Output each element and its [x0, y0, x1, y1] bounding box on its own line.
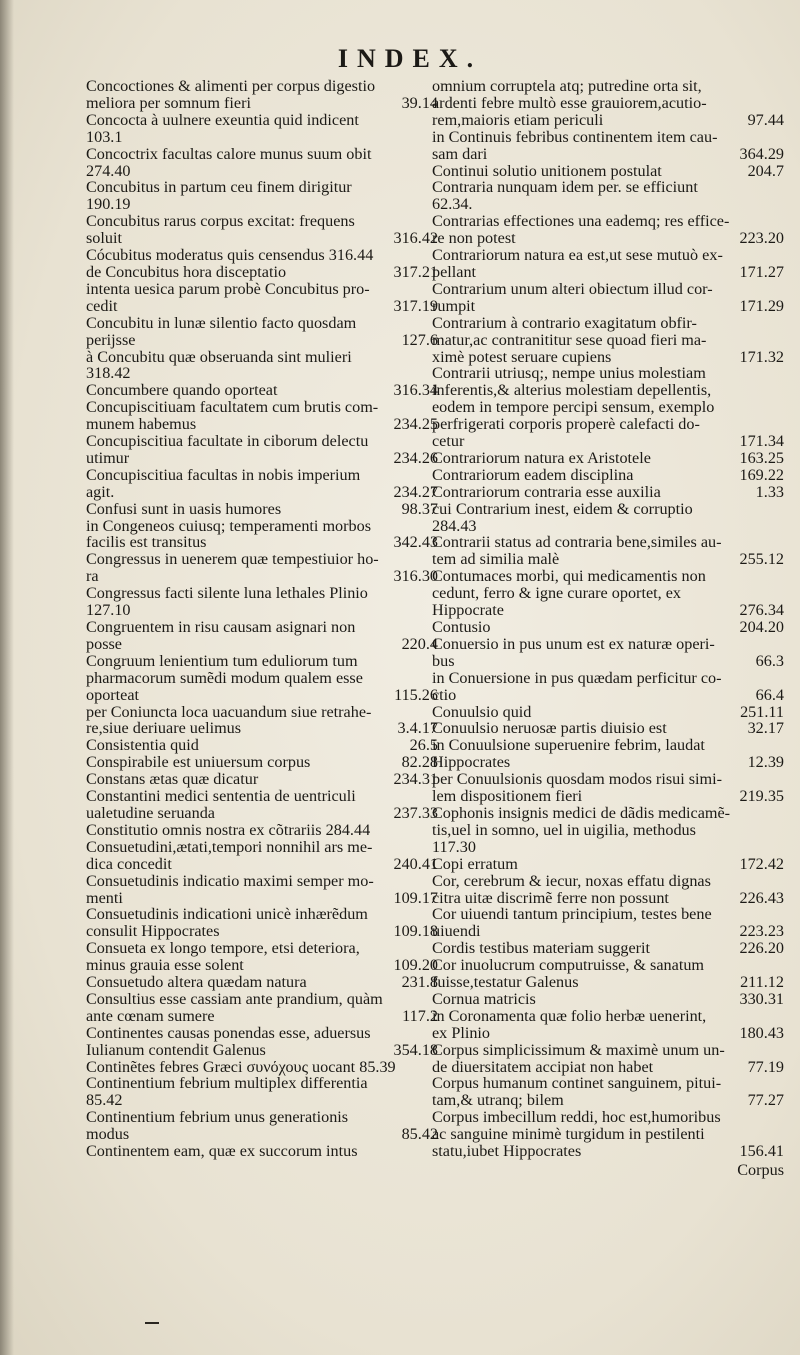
page-reference: 77.27: [747, 1091, 784, 1110]
index-entry: [432, 805, 784, 856]
page-reference: 115.26: [394, 685, 438, 704]
index-entry: [86, 551, 438, 585]
page-reference: 169.22: [739, 465, 784, 484]
page-reference: 97.44: [747, 110, 784, 129]
page-reference: 316.34: [393, 381, 438, 400]
entry-line: cedunt, ferro & igne curare oportet, ex: [432, 584, 681, 603]
page-reference: 171.34: [739, 432, 784, 451]
index-entry: [86, 991, 438, 1025]
entry-line: 204.20 Contusio: [432, 618, 784, 636]
index-entry: [432, 179, 784, 213]
entry-line: intenta uesica parum probè Concubitus pro-: [86, 279, 370, 298]
entry-line: cui Contrarium inest, eidem & corruptio: [432, 499, 693, 518]
entry-line: 223.23 uiuendi: [432, 922, 784, 941]
index-entry: [86, 822, 438, 839]
entry-line: 274.40: [86, 161, 131, 180]
page-reference: 237.33: [393, 803, 438, 822]
page-reference: 3.4.17: [397, 719, 438, 738]
index-entry: [86, 1109, 438, 1143]
entry-line: 317.19 cedit: [86, 296, 438, 315]
index-entry: [86, 1059, 438, 1076]
page-reference: 172.42: [739, 854, 784, 873]
entry-line: Continentes causas ponendas esse, aduersus: [86, 1023, 371, 1042]
page-reference: 163.25: [739, 448, 784, 467]
entry-line: 85.42 modus: [86, 1125, 438, 1144]
entry-line: 318.42: [86, 364, 131, 383]
entry-line: à Concubitu quæ obseruanda sint mulieri: [86, 347, 352, 366]
page-reference: 223.20: [739, 229, 784, 248]
entry-line: Concoctrix facultas calore munus suum obit: [86, 144, 372, 163]
page-reference: 127.6: [401, 330, 438, 349]
entry-line: Concupiscitiua facultate in ciborum delectu: [86, 432, 369, 451]
index-entry: [86, 704, 438, 738]
entry-line: 39.14 meliora per somnum fieri: [86, 93, 438, 112]
entry-line: 156.41 statu,iubet Hippocrates: [432, 1142, 784, 1161]
entry-line: 109.17 menti: [86, 888, 438, 907]
entry-line: in Continuis febribus continentem item cau-: [432, 127, 718, 146]
catchword: Corpus: [737, 1161, 784, 1179]
index-column-left: [86, 78, 438, 1160]
entry-line: eodem in tempore percipi sensum, exemplo: [432, 398, 715, 417]
index-entry: [86, 315, 438, 349]
entry-line: per Coniuncta loca uacuandum siue retrahe-: [86, 702, 372, 721]
page-reference: 364.29: [739, 144, 784, 163]
index-entry: [432, 636, 784, 670]
index-entry: [86, 213, 438, 247]
entry-line: pharmacorum sumẽdi modum qualem esse: [86, 668, 363, 687]
entry-line: 12.39 Hippocrates: [432, 753, 784, 772]
entry-line: 251.11 Conuulsio quid: [432, 702, 784, 721]
page-reference: 117.2: [402, 1006, 438, 1025]
page-reference: 39.14: [401, 93, 438, 112]
index-entry: [86, 281, 438, 315]
entry-line: Concubitus rarus corpus excitat: frequens: [86, 212, 355, 231]
entry-line: Contraria nunquam idem per. se efficiunt: [432, 178, 698, 197]
index-entry: [432, 670, 784, 704]
page-reference: 1.33: [755, 482, 784, 501]
page-reference: 12.39: [747, 753, 784, 772]
entry-line: 66.3 bus: [432, 651, 784, 670]
index-entry: [86, 467, 438, 501]
entry-line: 226.43 citra uitæ discrimẽ ferre non possunt: [432, 888, 784, 907]
entry-line: 62.34.: [432, 195, 473, 214]
index-entry: [86, 518, 438, 552]
entry-line: Cócubitus moderatus quis censendus 316.44: [86, 246, 374, 265]
index-entry: [86, 1025, 438, 1059]
page-reference: 251.11: [740, 702, 784, 721]
index-entry: [86, 78, 438, 112]
entry-line: Consuetudinis indicationi unicè inhærẽdum: [86, 905, 368, 924]
entry-line: 109.18 consulit Hippocrates: [86, 922, 438, 941]
gutter-shadow: [0, 0, 14, 1355]
page-reference: 226.43: [739, 888, 784, 907]
entry-line: 77.19 de diuersitatem accipiat non habet: [432, 1057, 784, 1076]
index-entry: [86, 873, 438, 907]
page-reference: 26.5: [409, 736, 438, 755]
entry-line: in Conuulsione superuenire febrim, laudat: [432, 736, 705, 755]
entry-line: 85.42: [86, 1091, 123, 1110]
entry-line: Concubitu in lunæ silentio facto quosdam: [86, 313, 357, 332]
entry-line: Concubitus in partum ceu finem dirigitur: [86, 178, 352, 197]
index-entry: [432, 467, 784, 484]
index-entry: [86, 112, 438, 146]
entry-line: Congruum lenientium tum eduliorum tum: [86, 651, 358, 670]
index-entry: [86, 179, 438, 213]
page-reference: 330.31: [739, 989, 784, 1008]
entry-line: 169.22 Contrariorum eadem disciplina: [432, 465, 784, 484]
index-entry: [86, 247, 438, 264]
entry-line: 276.34 Hippocrate: [432, 601, 784, 620]
index-entry: [86, 974, 438, 991]
page-reference: 171.27: [739, 262, 784, 281]
entry-line: Contrarii utriusq;, nempe unius molestiam: [432, 364, 706, 383]
index-entry: [432, 906, 784, 940]
entry-line: inferentis,& alterius molestiam depellentis,: [432, 381, 712, 400]
index-entry: [432, 873, 784, 907]
page-reference: 109.20: [393, 956, 438, 975]
page-title: INDEX.: [337, 44, 483, 73]
entry-line: 66.4 ctio: [432, 685, 784, 704]
entry-line: Contrarium unum alteri obiectum illud cor-: [432, 279, 713, 298]
index-entry: [86, 1143, 438, 1160]
entry-line: Continentium febrium unus generationis: [86, 1108, 349, 1127]
entry-line: Cor uiuendi tantum principium, testes bene: [432, 905, 712, 924]
entry-line: Conuersio in pus unum est ex naturæ operi-: [432, 634, 715, 653]
index-entry: [432, 163, 784, 180]
entry-line: 77.27 tam,& utranq; bilem: [432, 1091, 784, 1110]
index-entry: [86, 146, 438, 180]
entry-line: 364.29 sam dari: [432, 144, 784, 163]
entry-line: in Congeneos cuiusq; temperamenti morbos: [86, 516, 372, 535]
entry-line: 1.33 Contrariorum contraria esse auxilia: [432, 482, 784, 501]
page-reference: 317.19: [393, 296, 438, 315]
index-entry: [86, 940, 438, 974]
entry-line: 32.17 Conuulsio neruosæ partis diuisio est: [432, 719, 784, 738]
index-entry: [432, 281, 784, 315]
entry-line: 26.5 Consistentia quid: [86, 736, 438, 755]
page-reference: 77.19: [747, 1057, 784, 1076]
index-entry: [432, 78, 784, 129]
entry-line: 103.1: [86, 127, 123, 146]
entry-line: 284.43: [432, 516, 477, 535]
page-reference: 98.37: [401, 499, 438, 518]
entry-line: omnium corruptela atq; putredine orta sit,: [432, 77, 702, 95]
entry-line: 190.19: [86, 195, 131, 214]
entry-line: 82.28 Conspirabile est uniuersum corpus: [86, 753, 438, 772]
page-reference: 32.17: [747, 719, 784, 738]
page-reference: 204.7: [747, 161, 784, 180]
entry-line: 211.12 fuisse,testatur Galenus: [432, 973, 784, 992]
entry-line: Congruentem in risu causam asignari non: [86, 618, 356, 636]
entry-line: Corpus humanum continet sanguinem, pitui-: [432, 1074, 722, 1093]
entry-line: 117.2 ante cœnam sumere: [86, 1006, 438, 1025]
entry-line: Continentium febrium multiplex differentia: [86, 1074, 368, 1093]
page-reference: 316.30: [393, 567, 438, 586]
entry-line: 316.42 soluit: [86, 229, 438, 248]
index-entry: [432, 940, 784, 957]
entry-line: Constantini medici sententia de uentriculi: [86, 787, 356, 806]
page-reference: 223.23: [739, 922, 784, 941]
page-reference: 156.41: [739, 1142, 784, 1161]
entry-line: 3.4.17 re,siue deriuare uelimus: [86, 719, 438, 738]
entry-line: Congressus in uenerem quæ tempestiuior ho-: [86, 550, 379, 569]
entry-line: Consultius esse cassiam ante prandium, quàm: [86, 989, 383, 1008]
index-entry: [432, 1075, 784, 1109]
entry-line: 330.31 Cornua matricis: [432, 989, 784, 1008]
entry-line: 127.10: [86, 601, 131, 620]
entry-line: Consuetudinis indicatio maximi semper mo-: [86, 871, 374, 890]
entry-line: 127.6 perijsse: [86, 330, 438, 349]
entry-line: 316.30 ra: [86, 567, 438, 586]
index-entry: [86, 1075, 438, 1109]
entry-line: 171.29 rumpit: [432, 296, 784, 315]
page-reference: 234.31: [393, 770, 438, 789]
index-entry: [432, 771, 784, 805]
index-entry: [432, 365, 784, 450]
page-reference: 109.18: [393, 922, 438, 941]
index-entry: [86, 788, 438, 822]
entry-line: 234.31 Constans ætas quæ dicatur: [86, 770, 438, 789]
entry-line: 163.25 Contrariorum natura ex Aristotele: [432, 448, 784, 467]
index-entry: [432, 129, 784, 163]
page-reference: 240.41: [393, 854, 438, 873]
page-reference: 85.42: [401, 1125, 438, 1144]
entry-line: 316.34 Concumbere quando oporteat: [86, 381, 438, 400]
entry-line: 237.33 ualetudine seruanda: [86, 803, 438, 822]
entry-line: Contrariorum natura ea est,ut sese mutuò ex-: [432, 246, 723, 265]
entry-line: matur,ac contranititur sese quoad fieri ma-: [432, 330, 707, 349]
page-reference: 82.28: [401, 753, 438, 772]
index-entry: [432, 991, 784, 1008]
entry-line: 317.21 de Concubitus hora disceptatio: [86, 262, 438, 281]
entry-line: Cophonis insignis medici de dãdis medicamẽ-: [432, 803, 731, 822]
entry-line: 180.43 ex Plinio: [432, 1023, 784, 1042]
index-entry: [86, 653, 438, 704]
page-reference: 276.34: [739, 601, 784, 620]
page-reference: 180.43: [739, 1023, 784, 1042]
page-reference: 234.27: [393, 482, 438, 501]
index-entry: [86, 349, 438, 383]
page-reference: 211.12: [740, 973, 784, 992]
entry-line: Continentem eam, quæ ex succorum intus: [86, 1142, 358, 1161]
entry-line: perfrigerati corporis properè calefacti do-: [432, 415, 700, 434]
index-entry: [86, 501, 438, 518]
page-reference: 234.26: [393, 448, 438, 467]
entry-line: 255.12 tem ad similia malè: [432, 550, 784, 569]
entry-line: Cor, cerebrum & iecur, noxas effatu dignas: [432, 871, 711, 890]
page-reference: 316.42: [393, 229, 438, 248]
index-entry: [432, 737, 784, 771]
page-reference: 255.12: [739, 550, 784, 569]
entry-line: Concupiscitiua facultas in nobis imperium: [86, 465, 361, 484]
page-reference: 171.29: [739, 296, 784, 315]
entry-line: 231.8 Consuetudo altera quædam natura: [86, 973, 438, 992]
entry-line: 171.27 pellant: [432, 262, 784, 281]
entry-line: Concupiscitiuam facultatem cum brutis com-: [86, 398, 379, 417]
entry-line: 109.20 minus grauia esse solent: [86, 956, 438, 975]
entry-line: 234.27 agit.: [86, 482, 438, 501]
entry-line: 172.42 Copi erratum: [432, 854, 784, 873]
entry-line: 220.4 posse: [86, 634, 438, 653]
entry-line: 226.20 Cordis testibus materiam suggerit: [432, 939, 784, 958]
entry-line: ardenti febre multò esse grauiorem,acutio-: [432, 93, 707, 112]
page-reference: 204.20: [739, 618, 784, 636]
page-reference: 66.4: [755, 685, 784, 704]
entry-line: Concocta à uulnere exeuntia quid indicent: [86, 110, 359, 129]
entry-line: 219.35 lem dispositionem fieri: [432, 787, 784, 806]
page-reference: 220.4: [401, 634, 438, 653]
index-entry: [432, 619, 784, 636]
index-entry: [86, 382, 438, 399]
entry-line: Constitutio omnis nostra ex cõtrariis 284.44: [86, 820, 371, 839]
entry-line: Concoctiones & alimenti per corpus digestio: [86, 77, 376, 95]
entry-line: Consuetudini,ætati,tempori nonnihil ars me-: [86, 837, 373, 856]
entry-line: 204.7 Continui solutio unitionem postulat: [432, 161, 784, 180]
index-entry: [432, 501, 784, 535]
page-reference: 226.20: [739, 939, 784, 958]
entry-line: ac sanguine minimè turgidum in pestilenti: [432, 1125, 705, 1144]
entry-line: 234.25 munem habemus: [86, 415, 438, 434]
entry-line: Congressus facti silente luna lethales Plinio: [86, 584, 368, 603]
page-reference: 354.18: [393, 1040, 438, 1059]
entry-line: in Coronamenta quæ folio herbæ uenerint,: [432, 1006, 707, 1025]
entry-line: Contrarii status ad contraria bene,similes au-: [432, 533, 722, 552]
index-entry: [86, 737, 438, 754]
entry-line: 98.37 Confusi sunt in uasis humores: [86, 499, 438, 518]
entry-line: Contrarium à contrario exagitatum obfir-: [432, 313, 697, 332]
entry-line: Consueta ex longo tempore, etsi deteriora,: [86, 939, 360, 958]
index-entry: [432, 315, 784, 366]
index-entry: [86, 433, 438, 467]
entry-line: 354.18 Iulianum contendit Galenus: [86, 1040, 438, 1059]
index-entry: [432, 957, 784, 991]
entry-line: 117.30: [432, 837, 476, 856]
index-entry: [86, 754, 438, 771]
entry-line: 171.32 ximè potest seruare cupiens: [432, 347, 784, 366]
index-entry: [432, 568, 784, 619]
index-entry: [432, 704, 784, 721]
index-entry: [86, 264, 438, 281]
index-entry: [432, 484, 784, 501]
page-reference: 171.32: [739, 347, 784, 366]
entry-line: 115.26 oporteat: [86, 685, 438, 704]
page-reference: 317.21: [393, 262, 438, 281]
entry-line: tis,uel in somno, uel in uigilia, methodus: [432, 820, 696, 839]
index-entry: [432, 213, 784, 247]
index-entry: [86, 839, 438, 873]
entry-line: Contrarias effectiones una eademq; res effice-: [432, 212, 730, 231]
entry-line: 234.26 utimur: [86, 448, 438, 467]
page-reference: 342.43: [393, 533, 438, 552]
entry-line: Continẽtes febres Græci συνόχους uocant 85.39: [86, 1057, 396, 1076]
entry-line: per Conuulsionis quosdam modos risui simi-: [432, 770, 723, 789]
entry-line: Corpus imbecillum reddi, hoc est,humoribus: [432, 1108, 721, 1127]
index-column-right: [432, 78, 784, 1179]
index-entry: [432, 450, 784, 467]
page-reference: 219.35: [739, 787, 784, 806]
index-entry: [432, 247, 784, 281]
index-entry: [432, 1008, 784, 1042]
page-reference: 66.3: [755, 651, 784, 670]
entry-line: 171.34 cetur: [432, 432, 784, 451]
entry-line: 223.20 re non potest: [432, 229, 784, 248]
page-reference: 109.17: [393, 888, 438, 907]
index-entry: [432, 720, 784, 737]
entry-line: 240.41 dica concedit: [86, 854, 438, 873]
index-entry: [86, 399, 438, 433]
index-entry: [86, 619, 438, 653]
entry-line: Cor inuolucrum computruisse, & sanatum: [432, 956, 705, 975]
entry-line: 342.43 facilis est transitus: [86, 533, 438, 552]
index-entry: [86, 771, 438, 788]
index-entry: [432, 534, 784, 568]
index-entry: [432, 1042, 784, 1076]
entry-line: in Conuersione in pus quædam perficitur co-: [432, 668, 722, 687]
index-entry: [432, 1109, 784, 1160]
page-reference: 234.25: [393, 415, 438, 434]
margin-mark: [145, 1322, 159, 1324]
entry-line: 97.44 rem,maioris etiam periculi: [432, 110, 784, 129]
page-reference: 231.8: [401, 973, 438, 992]
entry-line: Corpus simplicissimum & maximè unum un-: [432, 1040, 725, 1059]
index-entry: [86, 906, 438, 940]
index-entry: [432, 856, 784, 873]
index-entry: [86, 585, 438, 619]
entry-line: Contumaces morbi, qui medicamentis non: [432, 567, 706, 586]
